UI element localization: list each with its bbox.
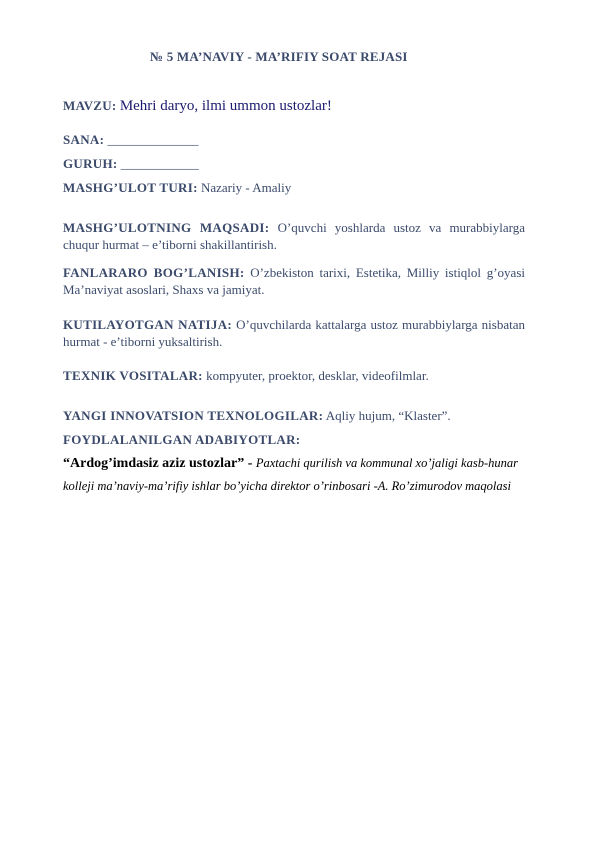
mavzu-row bbox=[63, 97, 332, 115]
natija-value: O’quvchilarda kattalarga ustoz murabbiylarga nisbatan hurmat - e’tiborni yuksaltirish. bbox=[63, 317, 525, 349]
mavzu-label: MAVZU: bbox=[63, 98, 117, 113]
mavzu-value: Mehri daryo, ilmi ummon ustozlar! bbox=[119, 98, 332, 114]
innovatsion-row bbox=[63, 407, 451, 424]
fanlararo-value: O’zbekiston tarixi, Estetika, Milliy istiqlol g’oyasi Ma’naviyat asoslari, Shaxs va jamiyat. bbox=[63, 265, 526, 297]
turi-label: MASHG’ULOT TURI: bbox=[63, 180, 198, 195]
turi-row bbox=[63, 179, 291, 196]
sana-value: ______________ bbox=[107, 132, 199, 147]
fanlararo-label: FANLARARO BOG’LANISH: bbox=[63, 265, 245, 280]
innovatsion-value: Aqliy hujum, “Klaster”. bbox=[325, 408, 451, 423]
texnik-value: kompyuter, proektor, desklar, videofilmlar. bbox=[206, 368, 429, 383]
book-description: Paxtachi qurilish va kommunal xo’jaligi kasb-hunar kolleji ma’naviy-ma’rifiy ishlar bo’yicha direktor o’rinbosari -A. Ro’zimurodov maqolasi bbox=[63, 456, 518, 493]
adabiyotlar-label: FOYDLALANILGAN ADABIYOTLAR: bbox=[63, 432, 301, 447]
book-title: “Ardog’imdasiz aziz ustozlar” - bbox=[63, 456, 256, 471]
texnik-row bbox=[63, 367, 429, 384]
texnik-label: TEXNIK VOSITALAR: bbox=[63, 368, 203, 383]
guruh-row bbox=[63, 155, 199, 172]
maqsad-value: O’quvchi yoshlarda ustoz va murabbiylarga chuqur hurmat – e’tiborni shakillantirish. bbox=[63, 220, 526, 252]
guruh-value: ____________ bbox=[120, 156, 199, 171]
guruh-label: GURUH: bbox=[63, 156, 118, 171]
sana-label: SANA: bbox=[63, 132, 105, 147]
innovatsion-label: YANGI INNOVATSION TEXNOLOGILAR: bbox=[63, 408, 324, 423]
maqsad-paragraph bbox=[63, 219, 525, 253]
fanlararo-paragraph bbox=[63, 264, 525, 298]
natija-paragraph bbox=[63, 316, 525, 350]
book-reference bbox=[63, 452, 533, 497]
adabiyotlar-row bbox=[63, 431, 300, 448]
sana-row bbox=[63, 131, 198, 148]
natija-label: KUTILAYOTGAN NATIJA: bbox=[63, 317, 233, 332]
maqsad-label: MASHG’ULOTNING MAQSADI: bbox=[63, 220, 270, 235]
page-title: № 5 MA’NAVIY - MA’RIFIY SOAT REJASI bbox=[150, 49, 408, 64]
turi-value: Nazariy - Amaliy bbox=[200, 180, 292, 195]
